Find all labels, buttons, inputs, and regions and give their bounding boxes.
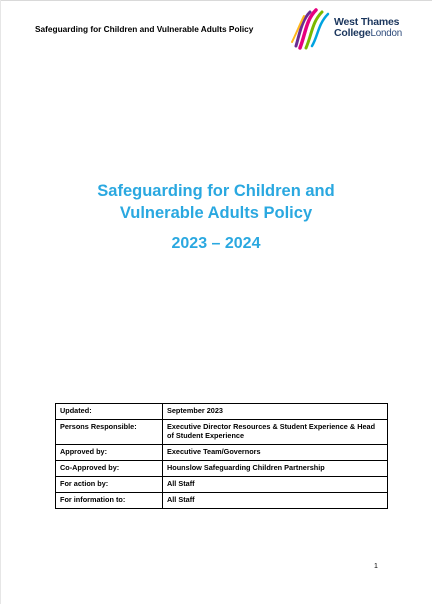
row-label: Co-Approved by: [56,461,163,477]
table-row [56,477,388,493]
logo-wordmark [334,17,402,39]
table-row [56,493,388,509]
document-title [0,180,432,224]
policy-years: 2023 – 2024 [171,235,261,252]
row-label: For information to: [56,493,163,509]
title-line-2: Vulnerable Adults Policy [119,204,313,222]
row-value: All Staff [163,493,388,509]
row-label: Approved by: [56,445,163,461]
logo-line-1: West Thames [334,16,400,28]
row-label: Updated: [56,404,163,420]
table-row [56,420,388,445]
row-value: Executive Team/Governors [163,445,388,461]
row-label: Persons Responsible: [56,420,163,445]
page-top-edge [0,0,432,1]
title-line-1: Safeguarding for Children and [97,182,335,200]
policy-info-table [55,403,388,509]
row-label: For action by: [56,477,163,493]
header-title: Safeguarding for Children and Vulnerable Adults Policy [35,24,254,34]
college-logo [290,8,420,52]
ribbon-logo-icon [290,8,336,52]
row-value: All Staff [163,477,388,493]
logo-college: College [334,27,371,39]
logo-london: London [370,28,403,39]
logo-line-2 [334,28,402,39]
page-number: 1 [374,563,378,570]
table-row [56,445,388,461]
page-left-edge [0,0,1,604]
table-row [56,404,388,420]
row-value: September 2023 [163,404,388,420]
table-row [56,461,388,477]
row-value: Executive Director Resources & Student Experience & Head of Student Experience [163,420,388,445]
row-value: Hounslow Safeguarding Children Partnership [163,461,388,477]
